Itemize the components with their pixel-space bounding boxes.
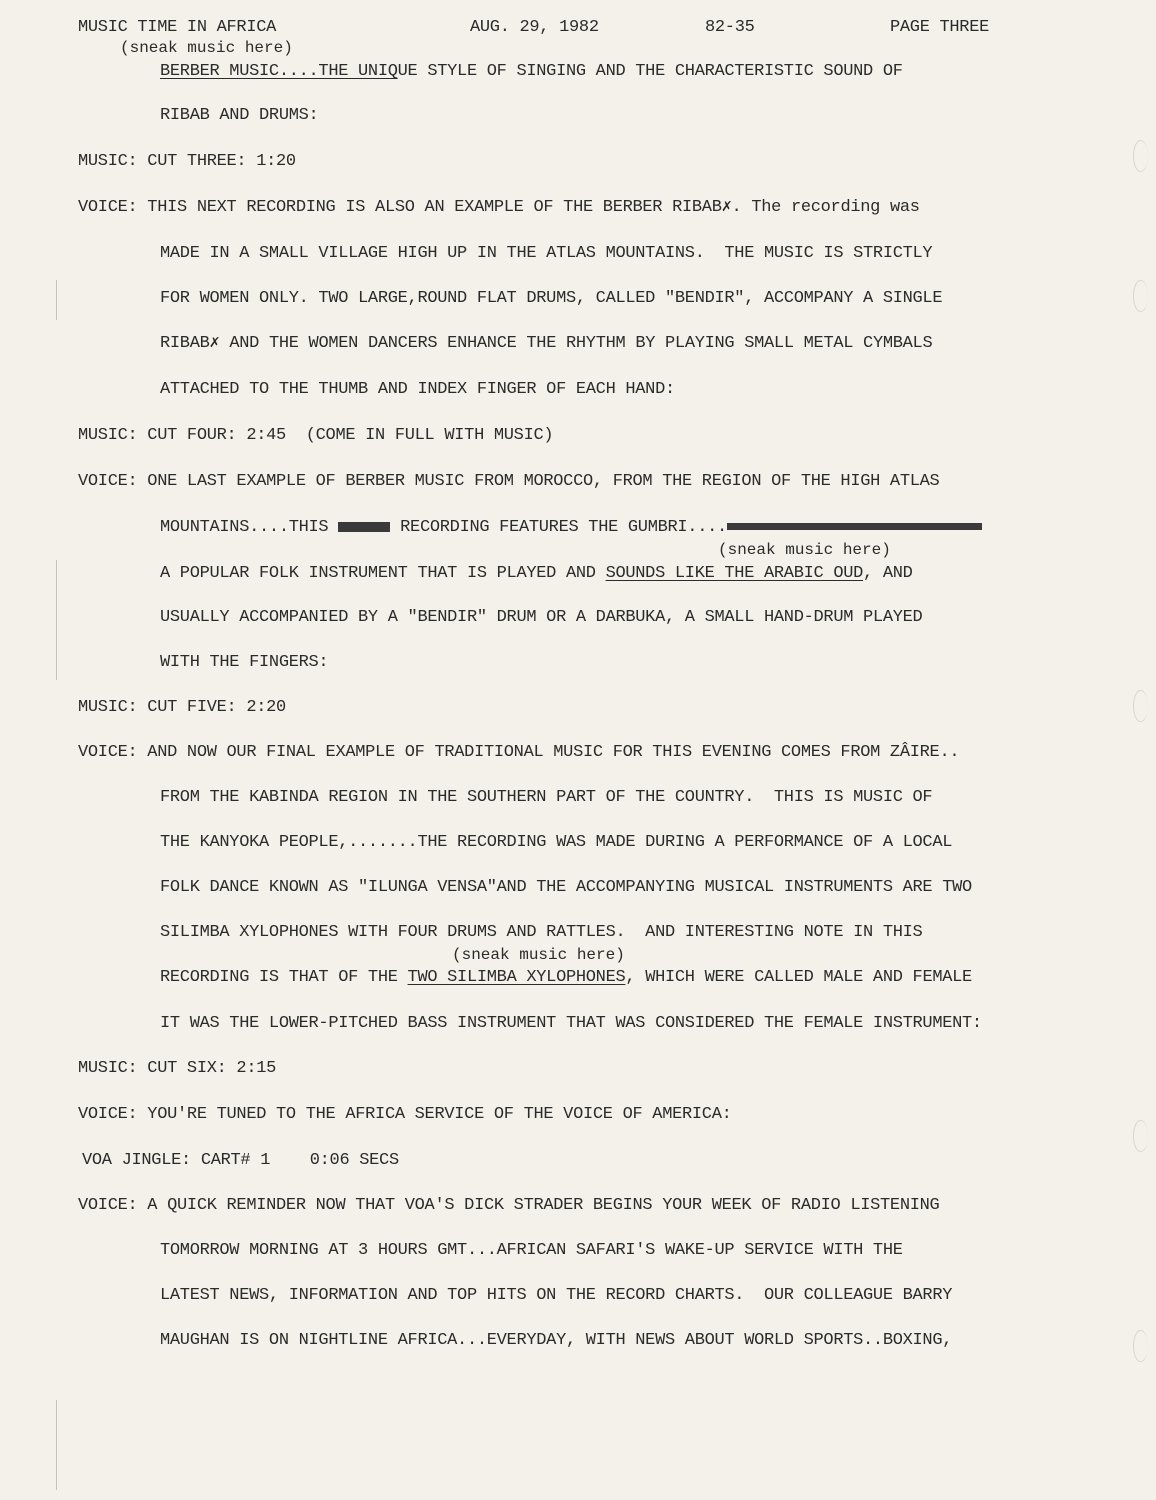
broadcast-date: AUG. 29, 1982 <box>470 18 599 37</box>
line-text: MOUNTAINS....THIS <box>160 518 329 537</box>
script-line: FROM THE KABINDA REGION IN THE SOUTHERN PART OF THE COUNTRY. THIS IS MUSIC OF <box>160 788 933 807</box>
punch-hole <box>1133 1330 1148 1362</box>
music-cue: MUSIC: CUT THREE: 1:20 <box>78 152 296 171</box>
underlined-text: BERBER MUSIC....THE UNIQ <box>160 62 398 81</box>
script-line: MAUGHAN IS ON NIGHTLINE AFRICA...EVERYDAY, WITH NEWS ABOUT WORLD SPORTS..BOXING, <box>160 1331 953 1350</box>
margin-mark <box>56 560 57 680</box>
script-number: 82-35 <box>705 18 755 37</box>
script-line: USUALLY ACCOMPANIED BY A "BENDIR" DRUM OR A DARBUKA, A SMALL HAND-DRUM PLAYED <box>160 608 923 627</box>
sneak-music-note: (sneak music here) <box>718 541 891 559</box>
margin-mark <box>56 1400 57 1490</box>
script-line: LATEST NEWS, INFORMATION AND TOP HITS ON THE RECORD CHARTS. OUR COLLEAGUE BARRY <box>160 1286 953 1305</box>
script-line: ATTACHED TO THE THUMB AND INDEX FINGER OF EACH HAND: <box>160 380 675 399</box>
line-text: , AND <box>863 564 913 583</box>
script-line: IT WAS THE LOWER-PITCHED BASS INSTRUMENT THAT WAS CONSIDERED THE FEMALE INSTRUMENT: <box>160 1014 982 1033</box>
punch-hole <box>1133 1120 1148 1152</box>
margin-mark <box>56 280 57 320</box>
voice-line: VOICE: AND NOW OUR FINAL EXAMPLE OF TRADITIONAL MUSIC FOR THIS EVENING COMES FROM ZÂIRE.. <box>78 743 960 762</box>
voice-line: VOICE: YOU'RE TUNED TO THE AFRICA SERVICE OF THE VOICE OF AMERICA: <box>78 1105 732 1124</box>
punch-hole-strip <box>1116 0 1156 1500</box>
jingle-cue: VOA JINGLE: CART# 1 0:06 SECS <box>82 1151 399 1170</box>
punch-hole <box>1133 280 1148 312</box>
punch-hole <box>1133 690 1148 722</box>
underlined-text: SOUNDS LIKE THE ARABIC OUD <box>605 564 864 583</box>
punch-hole <box>1133 140 1148 172</box>
script-line: FOR WOMEN ONLY. TWO LARGE,ROUND FLAT DRUMS, CALLED "BENDIR", ACCOMPANY A SINGLE <box>160 289 943 308</box>
program-title: MUSIC TIME IN AFRICA <box>78 18 277 37</box>
voice-line: VOICE: ONE LAST EXAMPLE OF BERBER MUSIC FROM MOROCCO, FROM THE REGION OF THE HIGH ATLAS <box>78 472 940 491</box>
redaction-blot <box>338 522 390 532</box>
script-line: FOLK DANCE KNOWN AS "ILUNGA VENSA"AND THE ACCOMPANYING MUSICAL INSTRUMENTS ARE TWO <box>160 878 972 897</box>
sneak-music-note: (sneak music here) <box>452 946 625 964</box>
strikeout-blot <box>727 523 982 530</box>
script-line: WITH THE FINGERS: <box>160 653 329 672</box>
script-line <box>160 62 903 82</box>
line-text: RECORDING FEATURES THE GUMBRI.... <box>400 518 727 537</box>
line-text: , WHICH WERE CALLED MALE AND FEMALE <box>625 968 972 987</box>
music-cue: MUSIC: CUT FIVE: 2:20 <box>78 698 286 717</box>
script-line: THE KANYOKA PEOPLE,.......THE RECORDING WAS MADE DURING A PERFORMANCE OF A LOCAL <box>160 833 953 852</box>
script-line <box>160 518 982 538</box>
line-text: A POPULAR FOLK INSTRUMENT THAT IS PLAYED AND <box>160 564 606 583</box>
underlined-text: TWO SILIMBA XYLOPHONES <box>407 968 626 987</box>
script-line: RIBAB AND DRUMS: <box>160 106 319 125</box>
sneak-music-note: (sneak music here) <box>120 39 293 57</box>
script-line: MADE IN A SMALL VILLAGE HIGH UP IN THE ATLAS MOUNTAINS. THE MUSIC IS STRICTLY <box>160 244 933 263</box>
line-text: UE STYLE OF SINGING AND THE CHARACTERISTIC SOUND OF <box>397 62 903 81</box>
script-line <box>160 968 972 988</box>
music-cue: MUSIC: CUT FOUR: 2:45 (COME IN FULL WITH MUSIC) <box>78 426 554 445</box>
voice-line: VOICE: A QUICK REMINDER NOW THAT VOA'S DICK STRADER BEGINS YOUR WEEK OF RADIO LISTENING <box>78 1196 940 1215</box>
script-line: RIBAB✗ AND THE WOMEN DANCERS ENHANCE THE RHYTHM BY PLAYING SMALL METAL CYMBALS <box>160 334 933 353</box>
voice-line: VOICE: THIS NEXT RECORDING IS ALSO AN EXAMPLE OF THE BERBER RIBAB✗. The recording was <box>78 198 920 217</box>
script-line: SILIMBA XYLOPHONES WITH FOUR DRUMS AND RATTLES. AND INTERESTING NOTE IN THIS <box>160 923 923 942</box>
music-cue: MUSIC: CUT SIX: 2:15 <box>78 1059 277 1078</box>
line-text: RECORDING IS THAT OF THE <box>160 968 408 987</box>
page-label: PAGE THREE <box>890 18 990 37</box>
script-line: TOMORROW MORNING AT 3 HOURS GMT...AFRICAN SAFARI'S WAKE-UP SERVICE WITH THE <box>160 1241 903 1260</box>
script-line <box>160 564 913 584</box>
